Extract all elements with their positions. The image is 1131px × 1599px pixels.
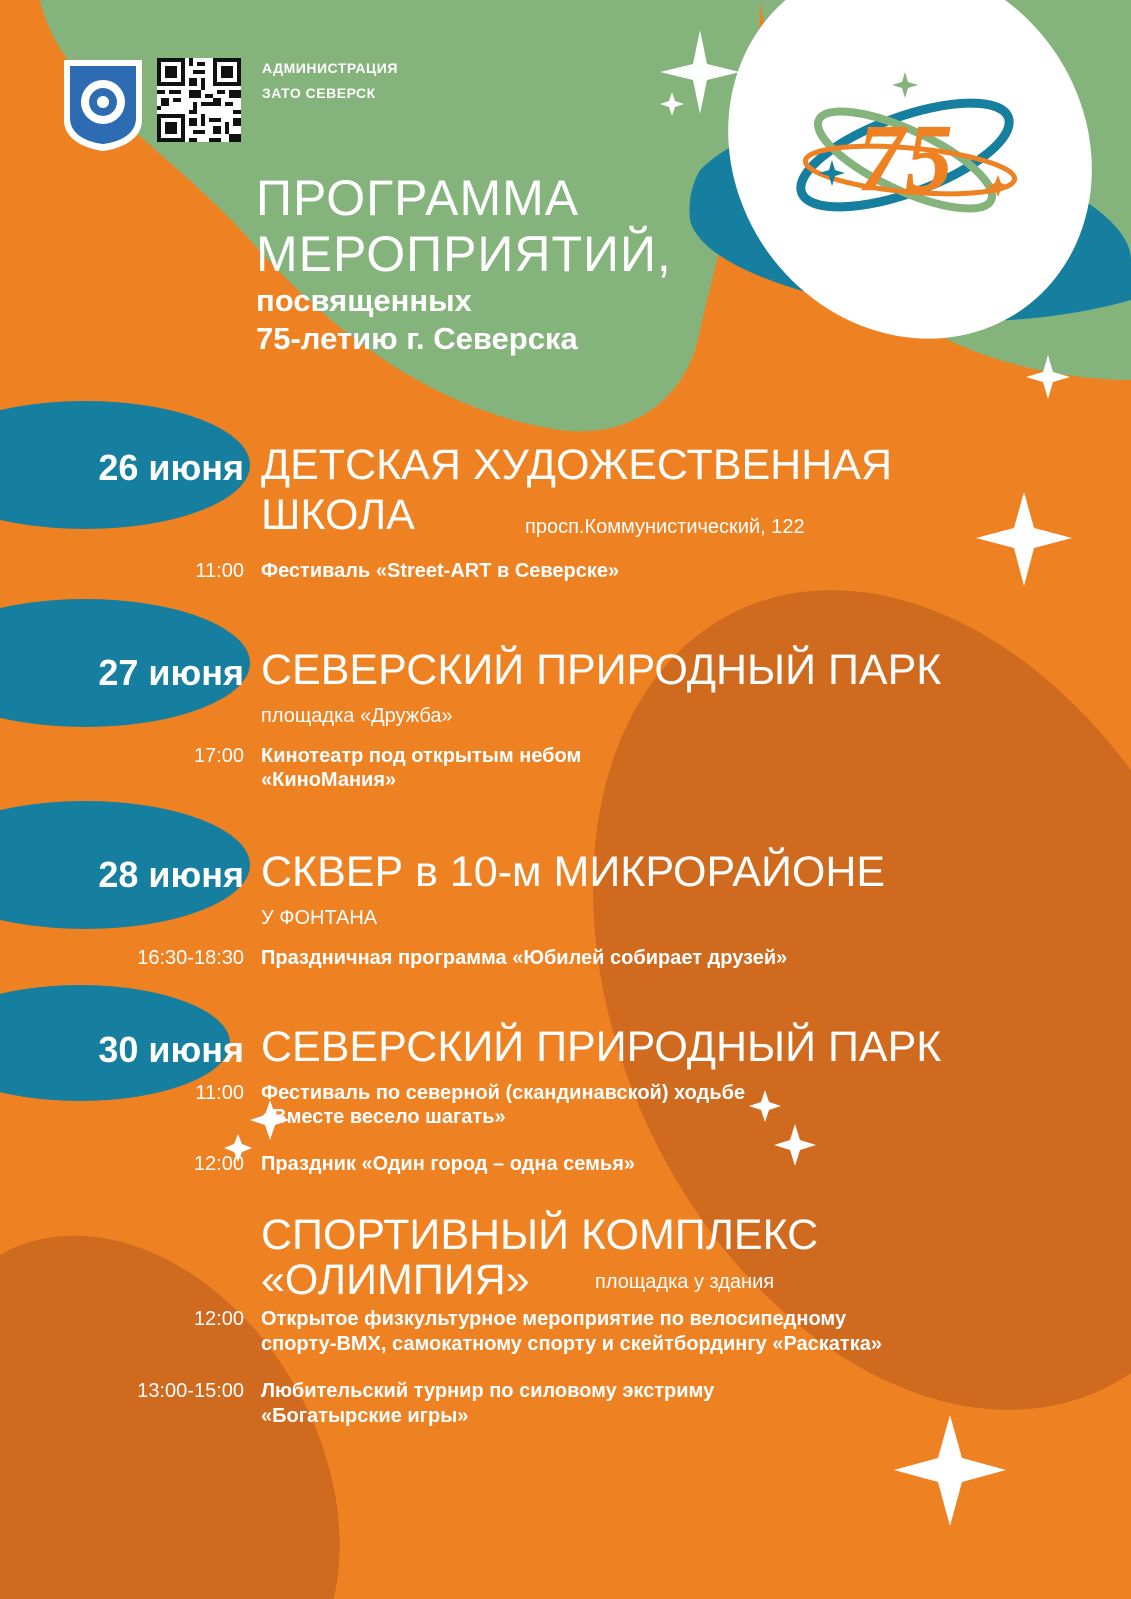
event-title-line2: спорту-BMX, самокатному спорту и скейтбордингу «Раскатка» [261, 1333, 882, 1355]
event-title: Фестиваль по северной (скандинавской) ходьбе [261, 1082, 746, 1104]
date-label-day3: 28 июня [98, 854, 244, 895]
event-time: 13:00-15:00 [137, 1380, 244, 1402]
event-time: 11:00 [195, 560, 244, 582]
qr-code-icon[interactable] [157, 58, 241, 142]
venue-title-day4-second: СПОРТИВНЫЙ КОМПЛЕКС [261, 1211, 819, 1259]
date-label-day2: 27 июня [98, 652, 244, 693]
coat-of-arms-icon [62, 58, 144, 152]
event-title: Фестиваль «Street-ART в Северске» [261, 560, 620, 582]
event-title-line2: «КиноМания» [261, 769, 397, 791]
administration-label: АДМИНИСТРАЦИЯ ЗАТО СЕВЕРСК [262, 60, 398, 101]
event-time: 16:30-18:30 [137, 947, 244, 969]
event-time: 12:00 [193, 1308, 244, 1330]
venue-title-day4-second-line2: «ОЛИМПИЯ» [261, 1256, 530, 1304]
date-label-day4: 30 июня [98, 1029, 244, 1070]
venue-address-day2: площадка «Дружба» [261, 705, 453, 727]
date-label-day1: 26 июня [98, 447, 244, 488]
venue-title-day4: СЕВЕРСКИЙ ПРИРОДНЫЙ ПАРК [261, 1023, 942, 1071]
venue-address-day3: У ФОНТАНА [261, 907, 378, 929]
venue-title-day1-line2: ШКОЛА [261, 491, 415, 539]
event-title-line2: «Богатырские игры» [261, 1405, 469, 1427]
event-time: 17:00 [193, 745, 244, 767]
venue-address-day4-second: площадка у здания [595, 1271, 775, 1293]
event-time: 11:00 [195, 1082, 244, 1104]
age-rating: 0+ [693, 62, 713, 81]
event-time: 12:00 [193, 1153, 244, 1175]
venue-title-day3: СКВЕР в 10-м МИКРОРАЙОНЕ [261, 848, 886, 896]
page-title: ПРОГРАММА МЕРОПРИЯТИЙ, посвященных 75-летию г. Северска [256, 170, 672, 356]
venue-title-day2: СЕВЕРСКИЙ ПРИРОДНЫЙ ПАРК [261, 646, 942, 694]
venue-title-day1: ДЕТСКАЯ ХУДОЖЕСТВЕННАЯ [261, 441, 893, 489]
event-title: Любительский турнир по силовому экстриму [261, 1380, 715, 1402]
event-title: Праздничная программа «Юбилей собирает друзей» [261, 947, 788, 969]
event-title: Открытое физкультурное мероприятие по велосипедному [261, 1308, 847, 1330]
event-title: Кинотеатр под открытым небом [261, 745, 582, 767]
venue-address-day1: просп.Коммунистический, 122 [525, 516, 805, 538]
event-title-line2: «Вместе весело шагать» [261, 1106, 506, 1128]
anniversary-logo-icon [780, 60, 1030, 260]
svg-text:75: 75 [857, 104, 953, 211]
event-title: Праздник «Один город – одна семья» [261, 1153, 636, 1175]
